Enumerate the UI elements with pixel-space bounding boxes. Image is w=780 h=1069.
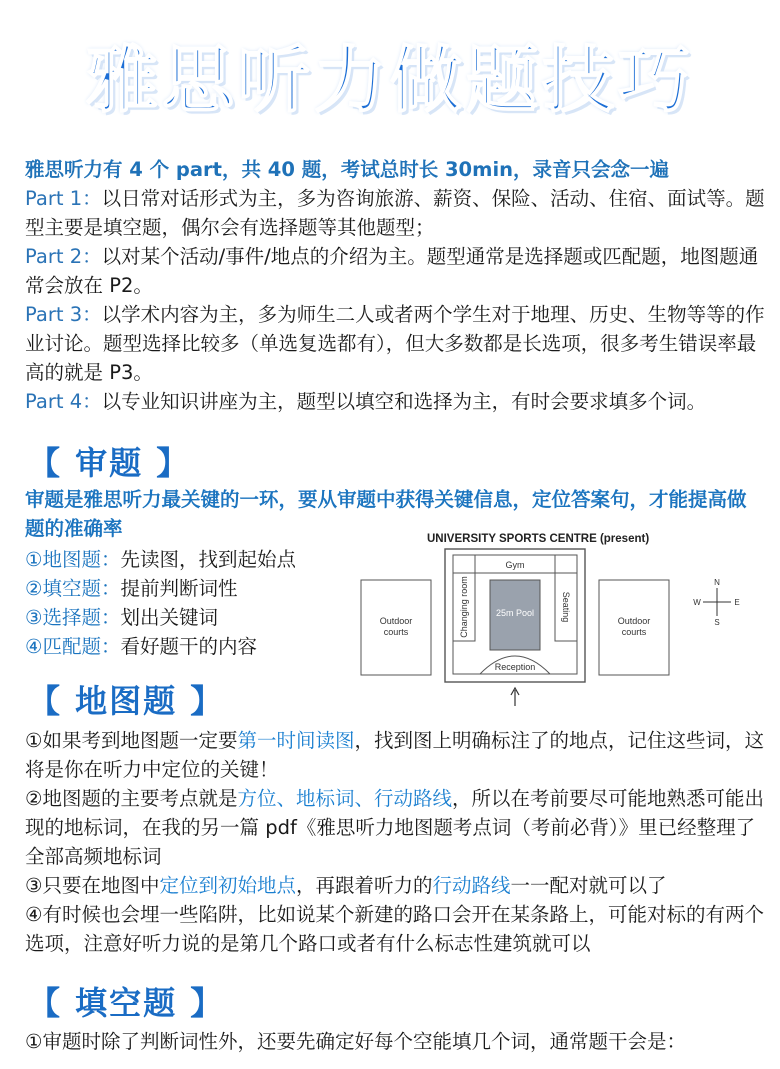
- part-2-text: 以对某个活动/事件/地点的介绍为主。题型通常是选择题或匹配题，地图题通常会放在 P2。: [25, 245, 759, 297]
- sports-centre-map: [355, 528, 765, 708]
- part-3-text: 以学术内容为主，多为师生二人或者两个学生对于地理、历史、生物等等的作业讨论。题型选择比较多（单选复选都有），但大多数都是长选项，很多考生错误率最高的就是 P3。: [25, 303, 765, 384]
- highlight: 方位、地标词、行动路线: [237, 787, 452, 810]
- compass-s: S: [714, 618, 720, 627]
- part-3: [25, 300, 765, 387]
- review-item-text: 提前判断词性: [120, 577, 238, 600]
- review-item-label: ②填空题：: [25, 577, 121, 600]
- text: ①如果考到地图题一定要: [25, 729, 238, 752]
- part-4: [25, 387, 765, 416]
- review-item-label: ④匹配题：: [25, 635, 121, 658]
- part-3-label: Part 3：: [25, 303, 102, 326]
- map-title: UNIVERSITY SPORTS CENTRE (present): [427, 533, 650, 545]
- text: 一一配对就可以了: [510, 874, 667, 897]
- review-lead: 审题是雅思听力最关键的一环，要从审题中获得关键信息，定位答案句，才能提高做题的准确率: [25, 488, 747, 540]
- review-heading: 【 审题 】: [28, 444, 191, 482]
- text: ，找到图上明确标注了的地点，记住这些词，这将是你在听力中定位的关键！: [25, 729, 765, 781]
- map-tip-4: ④有时候也会埋一些陷阱，比如说某个新建的路口会开在某条路上，可能对标的有两个选项，注意好听力说的是第几个路口或者有什么标志性建筑就可以: [25, 903, 764, 955]
- fill-section: [25, 1027, 765, 1056]
- reception-label: Reception: [494, 662, 536, 672]
- compass-w: W: [693, 598, 701, 607]
- review-list: [25, 545, 355, 661]
- map-tip-3: [25, 871, 765, 900]
- fill-tip-1: ①审题时除了判断词性外，还要先确定好每个空能填几个词，通常题干会是：: [25, 1030, 686, 1053]
- page-title: 雅思听力做题技巧: [85, 38, 694, 122]
- compass-icon: [693, 578, 739, 627]
- seating-label: Seating: [561, 591, 571, 623]
- review-item-label: ①地图题：: [25, 548, 121, 571]
- pool-label: 25m Pool: [495, 608, 535, 618]
- review-item: [25, 603, 355, 632]
- text: ，再跟着听力的: [296, 874, 433, 897]
- review-item-text: 看好题干的内容: [120, 635, 257, 658]
- intro-section: [25, 155, 765, 416]
- text: ③只要在地图中: [25, 874, 160, 897]
- outdoor-left-label: Outdoor courts: [379, 616, 413, 637]
- part-1-text: 以日常对话形式为主，多为咨询旅游、薪资、保险、活动、住宿、面试等。题型主要是填空题，偶尔会有选择题等其他题型；: [25, 187, 765, 239]
- map-heading: 【 地图题 】: [28, 682, 225, 720]
- fill-heading: 【 填空题 】: [28, 984, 225, 1022]
- compass-n: N: [714, 578, 720, 587]
- review-item: [25, 574, 355, 603]
- part-2-label: Part 2：: [25, 245, 102, 268]
- text: ②地图题的主要考点就是: [25, 787, 238, 810]
- gym-label: Gym: [505, 560, 525, 570]
- review-item: [25, 545, 355, 574]
- review-item-text: 先读图，找到起始点: [120, 548, 296, 571]
- changing-label: Changing room: [459, 576, 469, 638]
- part-1-label: Part 1：: [25, 187, 102, 210]
- highlight: 第一时间读图: [237, 729, 355, 752]
- review-item-text: 划出关键词: [120, 606, 218, 629]
- part-4-text: 以专业知识讲座为主，题型以填空和选择为主，有时会要求填多个词。: [101, 390, 707, 413]
- highlight: 行动路线: [432, 874, 511, 897]
- compass-e: E: [734, 598, 740, 607]
- part-1: [25, 184, 765, 242]
- map-section: [25, 726, 765, 958]
- map-tip-1: [25, 726, 765, 784]
- map-tip-2: [25, 784, 765, 871]
- review-item-label: ③选择题：: [25, 606, 121, 629]
- part-4-label: Part 4：: [25, 390, 102, 413]
- highlight: 定位到初始地点: [159, 874, 296, 897]
- outdoor-right-label: Outdoor courts: [617, 616, 651, 637]
- intro-lead: 雅思听力有 4 个 part，共 40 题，考试总时长 30min，录音只会念一遍: [25, 158, 670, 181]
- part-2: [25, 242, 765, 300]
- review-item: [25, 632, 355, 661]
- text: ，所以在考前要尽可能地熟悉可能出现的地标词，在我的另一篇 pdf《雅思听力地图题考点词（考前必背）》里已经整理了全部高频地标词: [25, 787, 765, 868]
